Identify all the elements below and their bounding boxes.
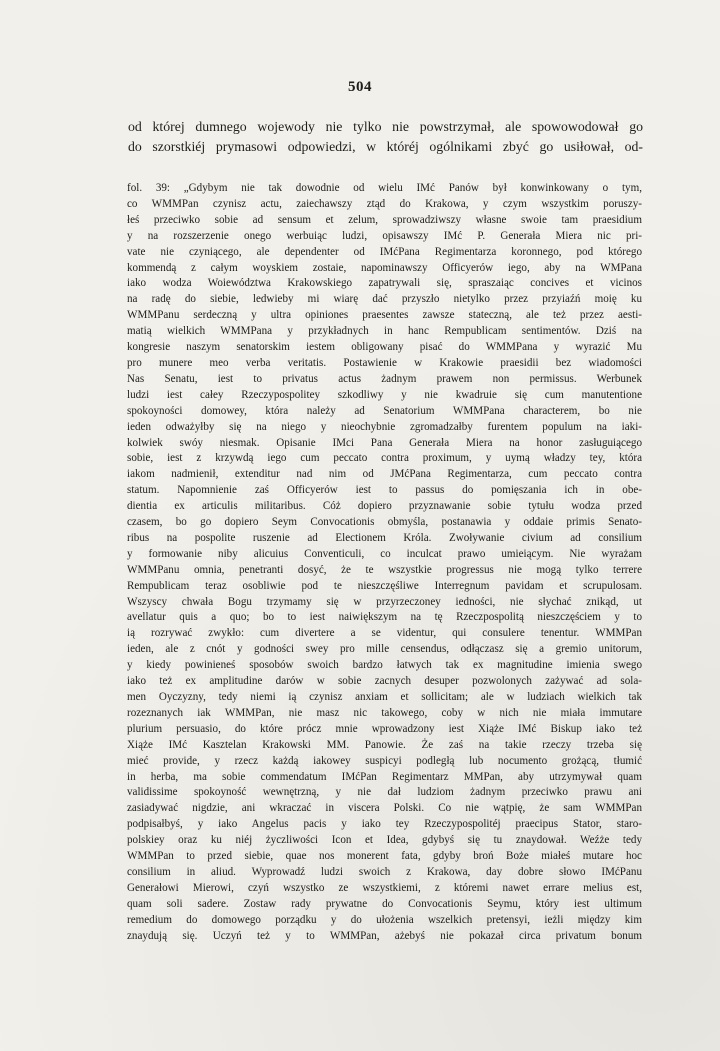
footnote-line: vate nie czyniącego, ale dependenter od IMćPana Regimentarza koronnego, pod którego — [127, 245, 642, 258]
footnote-line: Wszyscy chwała Bogu trzymamy się w przyrzeczoney iedności, nie słychać znikąd, ut — [127, 595, 642, 608]
footnote-line: y na rozszerzenie onego werbuiąc ludzi, opisawszy IMć P. Generała Miera nic pri- — [127, 229, 642, 242]
footnote-line: podpisałbyś, y iako Angelus pacis y iako tey Rzeczypospolitéj praecipus Stator, staro- — [127, 818, 642, 831]
footnote-line: co WMMPan czynisz actu, zaiechawszy ztąd do Krakowa, y czym wszystkim poruszy- — [127, 197, 642, 210]
footnote-line: ieden, ale z cnót y godności swey pro mille censendus, odłączasz się a gremio unitorum, — [127, 643, 642, 656]
footnote-line: dientia ex articulis militaribus. Cóż dopiero przyznawanie sobie tytułu wodza przed — [127, 500, 642, 513]
footnote-line: remedium do domowego porządku y do ułożenia wszelkich pretensyi, ieżli między kim — [127, 913, 642, 926]
footnote-line: statum. Napomnienie zaś Officyerów iest to passus do pomięszania ich in obe- — [127, 484, 642, 497]
footnote-line: ieden odważyłby się na niego y nieochybnie zgromadzałby furentem populum na iaki- — [127, 420, 642, 433]
footnote-line: ludzi iest całey Rzeczypospolitey szkodliwy y nie kwadruie się cum manutentione — [127, 388, 642, 401]
footnote-line: WMMPanu serdeczną y ultra opiniones praesentes zawsze stateczną, ale też przez aesti- — [127, 309, 642, 322]
footnote-line: polskiey oraz ku niéj życzliwości Icon et Idea, gdybyś się tu znaydował. Weźże tedy — [127, 834, 642, 847]
footnote-line: kommendą z całym woyskiem zostaie, napominawszy Officyerów iego, aby na WMPana — [127, 261, 642, 274]
footnote-line: matią wielkich WMMPana y przykładnych in hanc Rempublicam sentimentów. Dziś na — [127, 325, 642, 338]
footnote-line: znaydują się. Uczyń też y to WMMPan, ażebyś nie pokazał circa privatum bonum — [127, 929, 642, 942]
footnote-line: plurium persuasio, do które prócz mnie wprowadzony iest Xiąże IMć Biskup iako też — [127, 722, 642, 735]
footnote-line: mieć provide, y rzecz każdą iakowey suspicyi podległą lub nocumento grożącą, tłumić — [127, 754, 642, 767]
footnote-line: in herba, ma sobie commendatum IMćPan Regimentarz MMPan, aby utrzymywał quam — [127, 770, 642, 783]
main-text-line: do szorstkiéj prymasowi odpowiedzi, w któréj ogólnikami zbyć go usiłował, od- — [128, 138, 643, 154]
footnote-line: Nas Senatu, iest to privatus actus żadnym prawem non permissus. Werbunek — [127, 372, 642, 385]
main-text-line: od której dumnego wojewody nie tylko nie powstrzymał, ale spowowodował go — [128, 119, 643, 134]
footnote-line: czasem, bo go dopiero Seym Convocationis obmyśla, postanawia y oddaie primis Senato- — [127, 516, 642, 529]
footnote-line: łeś przeciwko sobie ad sensum et zelum, sprowadziwszy własne swoie tam praesidium — [127, 213, 642, 226]
footnote-line: Rempublicam teraz osobliwie pod te nieszczęśliwe Interregnum pavidam et scrupulosam. — [127, 579, 642, 592]
footnote-line: ribus na pospolite ruszenie ad Electionem Króla. Zwoływanie civium ad consilium — [127, 531, 642, 544]
footnote-block — [127, 181, 642, 945]
footnote-line: y kiedy powinieneś sposobów swoich bardzo łatwych tak ex magnitudine imienia swego — [127, 659, 642, 672]
footnote-line: kongresie naszym senatorskim iestem obligowany pisać do WMMPana y wyrazić Mu — [127, 341, 642, 354]
footnote-line: avellatur quis a quo; bo to iest naiwiększym na tę Rzeczpospolitą nieszczęściem y to — [127, 611, 642, 624]
footnote-line: pro munere meo verba veritatis. Postawienie w Krakowie praesidii bez wiadomości — [127, 356, 642, 369]
footnote-line: fol. 39: „Gdybym nie tak dowodnie od wielu IMć Panów był konwinkowany o tym, — [127, 182, 642, 194]
footnote-line: iakom nadmienił, extenditur nad nim od JMćPana Regimentarza, cum peccato contra — [127, 468, 642, 481]
main-text-block — [128, 117, 643, 156]
footnote-line: zasiadywać nigdzie, ani wkraczać in viscera Polski. Co nie wątpię, że sam WMMPan — [127, 802, 642, 815]
footnote-line: quam soli sadere. Zostaw rady prywatne do Convocationis Seymu, który iest ultimum — [127, 897, 642, 910]
footnote-line: na radę do siebie, ledwieby mi wiarę dać przyszło nietylko przez przyiaźń moię ku — [127, 293, 642, 306]
footnote-line: sobie, iest z krzywdą iego cum peccato contra proximum, y uymą władzy tey, która — [127, 452, 642, 465]
footnote-line: iako też ex amplitudine darów w sobie zacnych desuper pozwolonych zażywać ad sola- — [127, 675, 642, 688]
footnote-line: consilium in aliud. Wyprowadź ludzi swoich z Krakowa, day dobre słowo IMćPanu — [127, 865, 642, 878]
page-number: 504 — [348, 79, 372, 95]
footnote-line: Xiąże IMć Kasztelan Krakowski MM. Panowie. Że zaś na takie rzeczy trzeba się — [127, 738, 642, 751]
footnote-line: spokoyności domowey, która należy ad Senatorium WMMPana characterem, bo nie — [127, 404, 642, 417]
footnote-line: y formowanie niby alicuius Conventiculi, co inculcat prawo umieiącym. Nie wyrażam — [127, 547, 642, 560]
footnote-line: WMMPanu omnia, penetranti dosyć, że te wszystkie progressus nie mogą tylko terrere — [127, 563, 642, 576]
footnote-line: rozeznanych iak WMMPan, nie masz nic takowego, coby w nich nie miała immutare — [127, 706, 642, 719]
footnote-line: kolwiek swóy niesmak. Opisanie IMci Pana Generała Miera na honor zasługuiącego — [127, 436, 642, 449]
footnote-line: WMMPan to przed siebie, quae nos monerent fata, gdyby broń Boże miałeś mutare hoc — [127, 850, 642, 863]
footnote-line: validissime spokoyność wewnętrzną, y nie dał ludziom żadnym przeciwko prawu ani — [127, 786, 642, 799]
footnote-line: men Oyczyzny, tedy niemi ią czynisz anxiam et sollicitam; ale w ludziach wielkich tak — [127, 691, 642, 703]
footnote-line: ią rozrywać zwykło: cum divertere a se videntur, qui consulere tenentur. WMMPan — [127, 627, 642, 640]
footnote-line: iako wodza Woiewództwa Krakowskiego zapatrywali się, spraszaiąc concives et vicinos — [127, 277, 642, 290]
footnote-line: Generałowi Mierowi, czyń wszystko ze wszystkiemi, z któremi nawet errare melius est, — [127, 881, 642, 894]
